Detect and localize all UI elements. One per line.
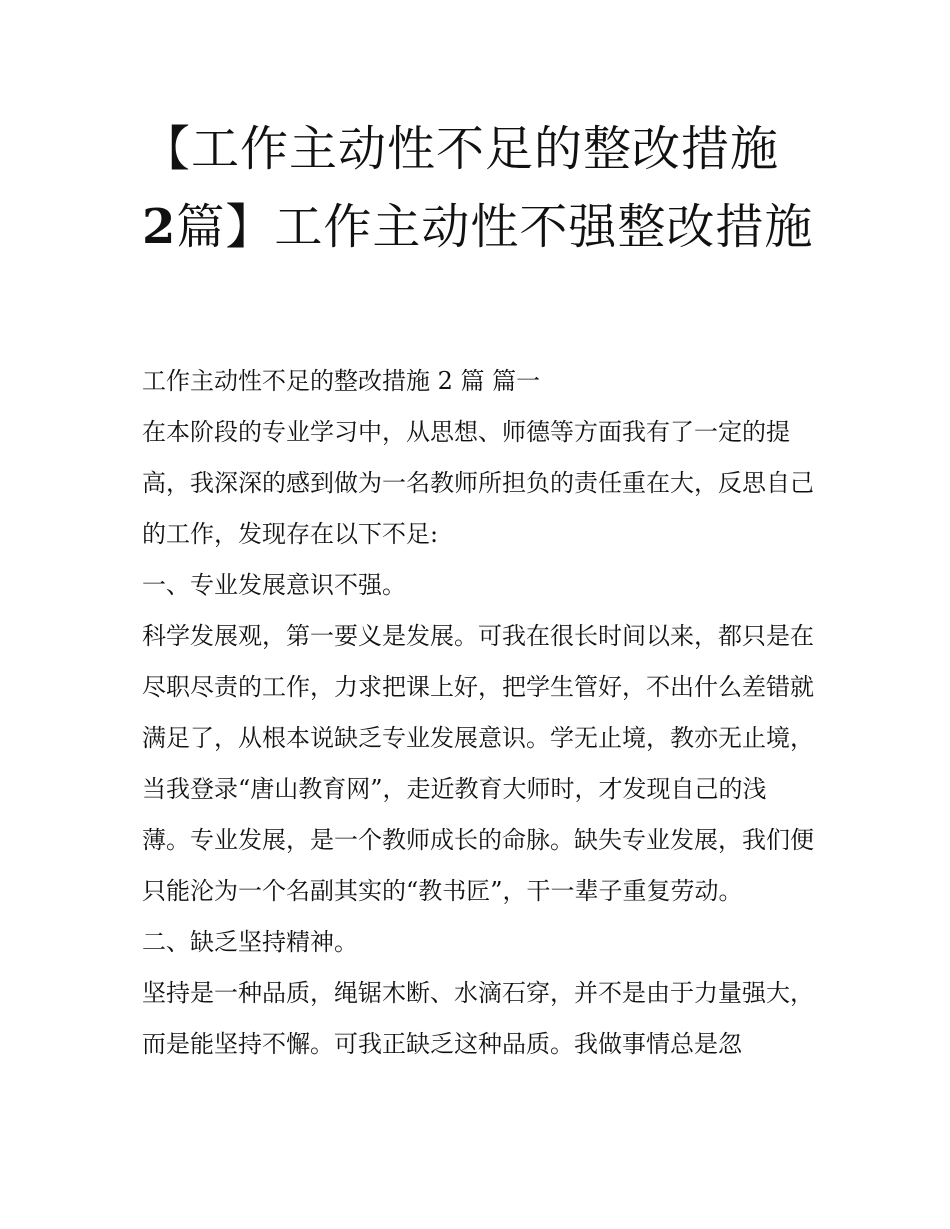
paragraph-point-one: 科学发展观，第一要义是发展。可我在很长时间以来，都只是在尽职尽责的工作，力求把课上好，把学生管好，不出什么差错就满足了，从根本说缺乏专业发展意识。学无止境，教亦无止境，当我登录“唐山教育网”，走近教育大师时，才发现自己的浅薄。专业发展，是一个教师成长的命脉。缺失专业发展，我们便只能沦为一个名副其实的“教书匠”，干一辈子重复劳动。	[142, 622, 814, 905]
document-body	[142, 356, 814, 1070]
title-prefix: 【工作主动性不足的整改措施	[142, 121, 780, 177]
title-number: 2	[142, 199, 177, 255]
paragraph-point-two: 坚持是一种品质，绳锯木断、水滴石穿，并不是由于力量强大，而是能坚持不懈。可我正缺乏这种品质。我做事情总是忽	[142, 979, 814, 1058]
section-subtitle: 工作主动性不足的整改措施 2 篇 篇一	[142, 367, 541, 395]
heading-point-one: 一、专业发展意识不强。	[142, 571, 406, 599]
heading-point-two: 二、缺乏坚持精神。	[142, 928, 358, 956]
paragraph-intro: 在本阶段的专业学习中，从思想、师德等方面我有了一定的提高，我深深的感到做为一名教师所担负的责任重在大，反思自己的工作，发现存在以下不足:	[142, 418, 814, 548]
title-suffix: 篇】工作主动性不强整改措施	[176, 199, 814, 255]
document-title	[142, 110, 822, 266]
